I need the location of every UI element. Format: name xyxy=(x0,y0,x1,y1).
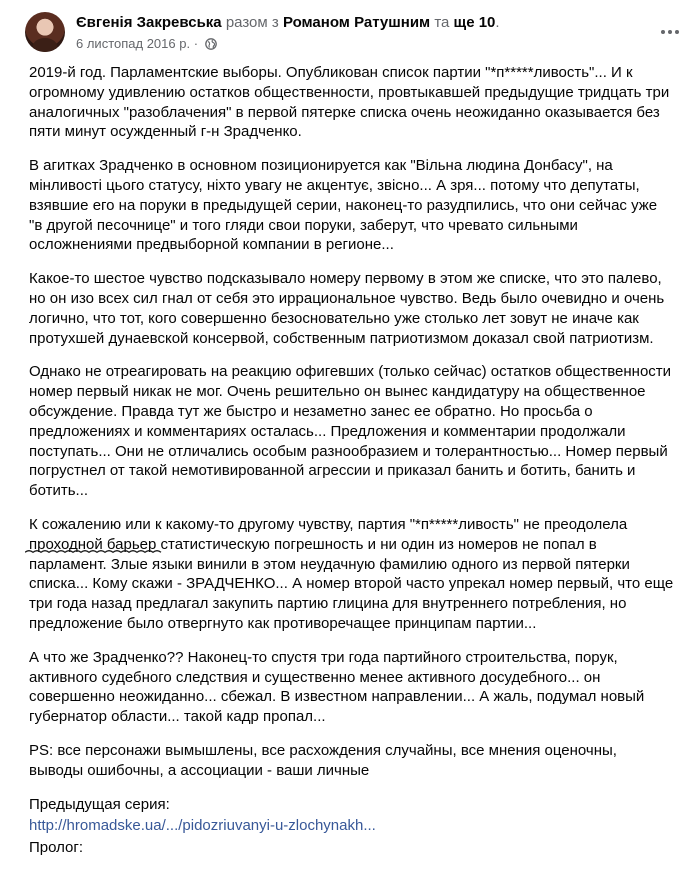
post-paragraph-7: PS: все персонажи вымышлены, все расхождения случайны, все мнения оценочны, выводы ошибочны, а ассоциации - ваши личные xyxy=(29,741,617,779)
post-paragraph-3: Какое-то шестое чувство подсказывало номеру первому в этом же списке, что это палево, но он изо всех сил гнал от себя это иррациональное чувство. Ведь было очевидно и очень логично, что тот, кого совершенно безосновательно уже столько лет зовут не иначе как протухшей дунаевской консервой, собственным патриотизмом доказал свой патриотизм. xyxy=(29,270,665,347)
post-header xyxy=(25,12,685,62)
post-paragraph-4: Однако не отреагировать на реакцию офигевших (только сейчас) остатков общественности номер первый никак не мог. Очень решительно он вынес кандидатуру на общественное обсуждение. Правда тут же быстро и незаметно занес ее обратно. Но просьба о предложениях и комментариях осталась... Предложения и комментарии продолжали поступать... Они не отличались особым разнообразием и толерантностью... Номер первый погрустнел от такой немотивированной агрессии и приказал банить и ботить, банить и ботить... xyxy=(29,363,672,500)
previous-link-line xyxy=(29,816,674,836)
avatar[interactable] xyxy=(25,12,65,52)
post-meta xyxy=(76,36,217,51)
post-date[interactable]: 6 листопад 2016 р. xyxy=(76,36,191,51)
dot xyxy=(661,30,665,34)
author-name[interactable]: Євгенія Закревська xyxy=(76,14,222,31)
previous-episode-link[interactable]: http://hromadske.ua/.../pidozriuvanyi-u-zlochynakh... xyxy=(29,817,376,835)
paragraph-5-end: статистическую погрешность и ни один из номеров не попал в парламент. Злые языки винили в этом неудачную фамилию одного из первой пятерки списка... Кому скажи - ЗРАДЧЕНКО... А номер второй часто упрекал номер первый, что еще три года назад предлагал закупить партию глицина для внутреннего потребления, но предложение было отвергнуто как противоречащее принципам партии... xyxy=(29,535,674,632)
post-paragraph-1: 2019-й год. Парламентские выборы. Опубликован список партии "*п*****ливость"... И к огромному удивлению остатков общественности, провтыкавшей предыдущие тридцать три аналогичных "разоблачения" в первой пятерке списка очень неожиданно оказывается без пяти минут осужденный г-н Зрадченко. xyxy=(29,64,670,141)
post-paragraph-6: А что же Зрадченко?? Наконец-то спустя три года партийного строительства, порук, активного судебного следствия и существенно менее активного досудебного... он совершенно неожиданно... сбежал. В известном направлении... А жаль, подумал новый губернатор области... такой кадр пропал... xyxy=(29,648,645,726)
post-body xyxy=(29,63,674,872)
and-text: та xyxy=(434,14,450,31)
meta-separator: · xyxy=(193,36,199,51)
with-text: разом з xyxy=(225,14,279,31)
post-paragraph-5 xyxy=(29,515,674,634)
tagged-others[interactable]: ще 10 xyxy=(453,14,496,31)
post-paragraph-2: В агитках Зрадченко в основном позиционируется как "Вільна людина Донбасу", на мінливості цього статусу, ніхто увагу не акцентує, звісно... А зря... потому что депутаты, взявшие его на поруки в предыдущей серии, наконец-то разудпились, что они сейчас уже "в другой песочнице" и того гляди свои поруки, заберут, что чревато сильными осложнениями предвыборной компании в регионе... xyxy=(29,157,658,254)
globe-icon[interactable] xyxy=(205,38,217,50)
tagged-person[interactable]: Романом Ратушним xyxy=(282,14,431,31)
previous-label: Предыдущая серия: xyxy=(29,795,170,813)
dot xyxy=(668,30,672,34)
struck-text: проходной барьер xyxy=(29,535,157,553)
more-dots-icon[interactable] xyxy=(655,20,685,44)
dot xyxy=(675,30,679,34)
author-line xyxy=(76,14,500,31)
paragraph-5-start: К сожалению или к какому-то другому чувству, партия "*п*****ливость" не преодолела xyxy=(29,515,628,533)
dot-text: . xyxy=(495,14,500,31)
prolog-label: Пролог: xyxy=(29,839,84,857)
